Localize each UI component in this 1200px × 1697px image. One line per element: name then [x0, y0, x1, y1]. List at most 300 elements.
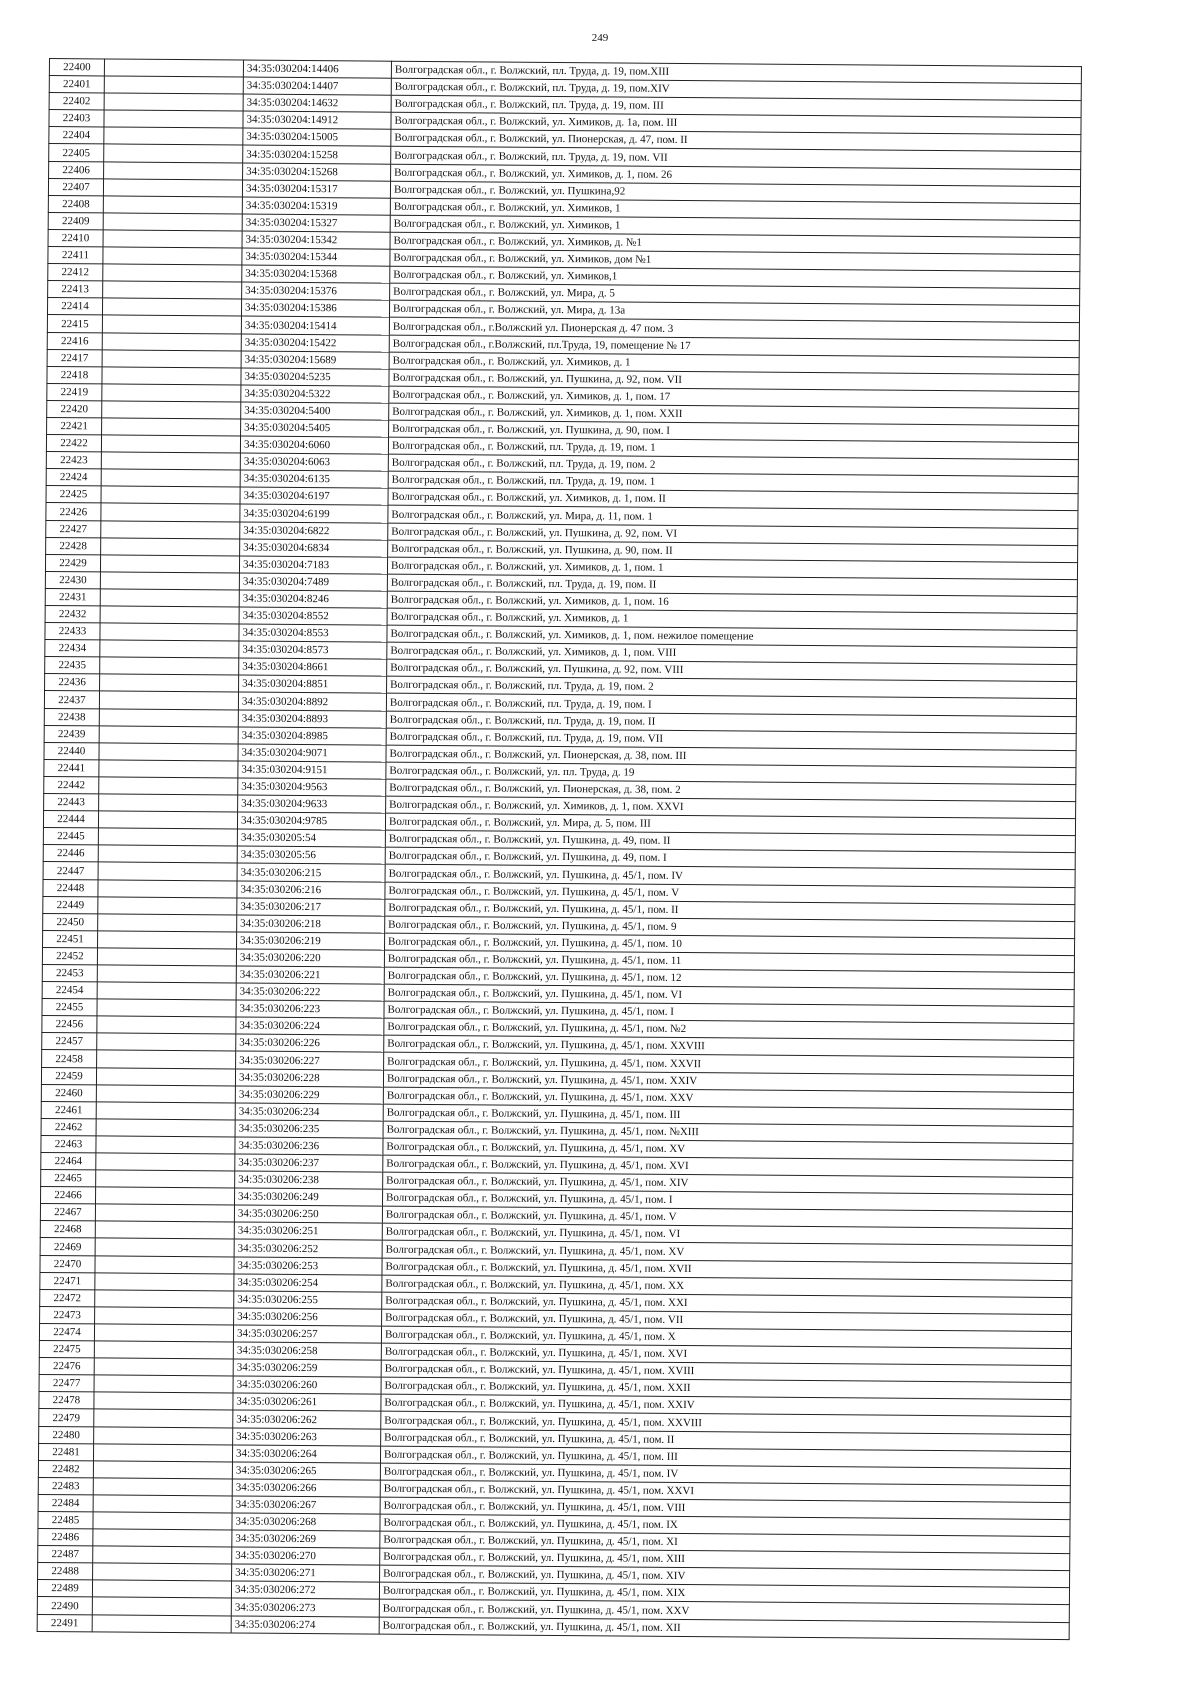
cadastral-number-cell: 34:35:030204:14632 — [243, 94, 391, 112]
cadastral-number-cell: 34:35:030206:221 — [236, 966, 384, 984]
address-cell: Волгоградская обл., г. Волжский, ул. Пионерская, д. 47, пом. II — [391, 130, 1081, 153]
address-cell: Волгоградская обл., г. Волжский, ул. Химиков, д. 1, пом. 26 — [391, 164, 1081, 187]
row-number-cell: 22434 — [45, 640, 100, 658]
address-cell: Волгоградская обл., г. Волжский, ул. Химиков, д. 1, пом. 17 — [389, 386, 1079, 409]
address-cell: Волгоградская обл., г. Волжский, ул. Пушкина, д. 45/1, пом. №2 — [384, 1018, 1074, 1041]
row-number-cell: 22413 — [48, 281, 103, 299]
row-number-cell: 22423 — [46, 452, 101, 470]
row-number-cell: 22446 — [43, 845, 98, 863]
empty-cell — [97, 1033, 236, 1051]
address-cell: Волгоградская обл., г. Волжский, ул. Пушкина, д. 45/1, пом. XI — [380, 1531, 1070, 1554]
address-cell: Волгоградская обл., г. Волжский, ул. Пушкина, д. 45/1, пом. XVI — [383, 1155, 1073, 1178]
cadastral-number-cell: 34:35:030204:8661 — [239, 658, 387, 676]
cadastral-number-cell: 34:35:030206:251 — [234, 1222, 382, 1240]
address-cell: Волгоградская обл., г. Волжский, ул. Пушкина, д. 45/1, пом. 9 — [385, 916, 1075, 939]
row-number-cell: 22460 — [41, 1084, 96, 1102]
address-cell: Волгоградская обл., г. Волжский, ул. Пушкина, д. 45/1, пом. XXV — [383, 1087, 1073, 1110]
address-cell: Волгоградская обл., г. Волжский, ул. Химиков, 1 — [390, 198, 1080, 221]
row-number-cell: 22412 — [48, 264, 103, 282]
empty-cell — [95, 1204, 234, 1222]
cadastral-number-cell: 34:35:030204:8553 — [239, 624, 387, 642]
address-cell: Волгоградская обл., г. Волжский, ул. Пушкина, д. 45/1, пом. XVI — [381, 1343, 1071, 1366]
empty-cell — [104, 93, 243, 111]
empty-cell — [104, 127, 243, 145]
cadastral-number-cell: 34:35:030204:7183 — [239, 556, 387, 574]
row-number-cell: 22426 — [46, 503, 101, 521]
row-number-cell: 22449 — [43, 896, 98, 914]
row-number-cell: 22475 — [39, 1340, 94, 1358]
address-cell: Волгоградская обл., г. Волжский, ул. Пушкина, д. 92, пом. VII — [389, 369, 1079, 392]
row-number-cell: 22419 — [47, 383, 102, 401]
empty-cell — [102, 332, 241, 350]
address-cell: Волгоградская обл., г. Волжский, ул. Пушкина, д. 45/1, пом. 11 — [384, 950, 1074, 973]
address-cell: Волгоградская обл., г. Волжский, ул. Пушкина, д. 45/1, пом. IV — [380, 1463, 1070, 1486]
empty-cell — [95, 1273, 234, 1291]
row-number-cell: 22467 — [40, 1204, 95, 1222]
address-cell: Волгоградская обл., г. Волжский, пл. Труда, д. 19, пом. 2 — [388, 454, 1078, 477]
row-number-cell: 22438 — [44, 708, 99, 726]
address-cell: Волгоградская обл., г. Волжский, ул. Пушкина, д. 45/1, пом. VII — [382, 1309, 1072, 1332]
empty-cell — [92, 1580, 231, 1598]
empty-cell — [101, 520, 240, 538]
empty-cell — [98, 811, 237, 829]
address-cell: Волгоградская обл., г. Волжский, ул. Пушкина, д. 45/1, пом. XXVII — [384, 1053, 1074, 1076]
address-cell: Волгоградская обл., г. Волжский, ул. Пушкина, д. 45/1, пом. XXI — [382, 1292, 1072, 1315]
empty-cell — [97, 1016, 236, 1034]
cadastral-number-cell: 34:35:030206:228 — [235, 1069, 383, 1087]
row-number-cell: 22463 — [41, 1135, 96, 1153]
address-cell: Волгоградская обл., г. Волжский, ул. Пушкина, д. 45/1, пом. XXIV — [381, 1394, 1071, 1417]
row-number-cell: 22473 — [40, 1306, 95, 1324]
address-cell: Волгоградская обл., г. Волжский, пл. Труда, д. 19, пом. VII — [386, 728, 1076, 751]
row-number-cell: 22421 — [47, 417, 102, 435]
empty-cell — [103, 264, 242, 282]
row-number-cell: 22433 — [45, 623, 100, 641]
cadastral-number-cell: 34:35:030206:264 — [232, 1445, 380, 1463]
row-number-cell: 22430 — [45, 571, 100, 589]
cadastral-number-cell: 34:35:030206:254 — [234, 1274, 382, 1292]
property-registry-table — [37, 58, 1082, 1640]
empty-cell — [101, 538, 240, 556]
address-cell: Волгоградская обл., г. Волжский, ул. Пушкина, д. 45/1, пом. XV — [382, 1241, 1072, 1264]
address-cell: Волгоградская обл., г. Волжский, ул. Пушкина, д. 45/1, пом. XXIV — [383, 1070, 1073, 1093]
address-cell: Волгоградская обл., г. Волжский, ул. Пушкина, д. 45/1, пом. I — [384, 1001, 1074, 1024]
row-number-cell: 22465 — [41, 1170, 96, 1188]
cadastral-number-cell: 34:35:030204:15258 — [243, 145, 391, 163]
row-number-cell: 22458 — [42, 1050, 97, 1068]
cadastral-number-cell: 34:35:030206:262 — [233, 1410, 381, 1428]
cadastral-number-cell: 34:35:030204:15368 — [242, 265, 390, 283]
empty-cell — [103, 230, 242, 248]
row-number-cell: 22478 — [39, 1392, 94, 1410]
empty-cell — [99, 726, 238, 744]
cadastral-number-cell: 34:35:030204:15319 — [242, 197, 390, 215]
cadastral-number-cell: 34:35:030206:222 — [236, 983, 384, 1001]
row-number-cell: 22476 — [39, 1358, 94, 1376]
cadastral-number-cell: 34:35:030204:15689 — [241, 351, 389, 369]
row-number-cell: 22422 — [46, 435, 101, 453]
row-number-cell: 22470 — [40, 1255, 95, 1273]
row-number-cell: 22420 — [47, 400, 102, 418]
address-cell: Волгоградская обл., г. Волжский, пл. Труда, д. 19, пом. III — [391, 95, 1081, 118]
address-cell: Волгоградская обл., г. Волжский, ул. Пушкина, д. 45/1, пом. X — [381, 1326, 1071, 1349]
empty-cell — [93, 1495, 232, 1513]
address-cell: Волгоградская обл., г.Волжский ул. Пионерская д. 47 пом. 3 — [389, 318, 1079, 341]
empty-cell — [95, 1307, 234, 1325]
address-cell: Волгоградская обл., г. Волжский, ул. Пушкина, д. 45/1, пом. II — [381, 1429, 1071, 1452]
cadastral-number-cell: 34:35:030204:14407 — [243, 77, 391, 95]
empty-cell — [100, 674, 239, 692]
cadastral-number-cell: 34:35:030206:252 — [234, 1239, 382, 1257]
address-cell: Волгоградская обл., г. Волжский, ул. Пушкина, д. 45/1, пом. IX — [380, 1514, 1070, 1537]
row-number-cell: 22432 — [45, 605, 100, 623]
address-cell: Волгоградская обл., г. Волжский, ул. Мира, д. 11, пом. 1 — [388, 506, 1078, 529]
address-cell: Волгоградская обл., г. Волжский, пл. Труда, д. 19, пом. II — [387, 574, 1077, 597]
empty-cell — [95, 1221, 234, 1239]
address-cell: Волгоградская обл., г. Волжский, ул. Химиков, д. 1, пом. XXVI — [386, 796, 1076, 819]
address-cell: Волгоградская обл., г. Волжский, ул. Пушкина, д. 90, пом. I — [389, 420, 1079, 443]
cadastral-number-cell: 34:35:030206:269 — [232, 1530, 380, 1548]
empty-cell — [102, 418, 241, 436]
cadastral-number-cell: 34:35:030206:224 — [236, 1017, 384, 1035]
address-cell: Волгоградская обл., г. Волжский, пл. Труда, д. 19, пом. II — [386, 711, 1076, 734]
row-number-cell: 22443 — [44, 794, 99, 812]
address-cell: Волгоградская обл., г. Волжский, ул. Пушкина, д. 45/1, пом. XV — [383, 1138, 1073, 1161]
row-number-cell: 22468 — [40, 1221, 95, 1239]
empty-cell — [97, 982, 236, 1000]
empty-cell — [96, 1067, 235, 1085]
empty-cell — [103, 179, 242, 197]
cadastral-number-cell: 34:35:030206:223 — [236, 1000, 384, 1018]
row-number-cell: 22444 — [43, 811, 98, 829]
address-cell: Волгоградская обл., г. Волжский, пл. Труда, д. 19, пом. 2 — [387, 677, 1077, 700]
empty-cell — [98, 931, 237, 949]
cadastral-number-cell: 34:35:030204:6199 — [240, 504, 388, 522]
address-cell: Волгоградская обл., г. Волжский, ул. Пушкина, д. 45/1, пом. XIII — [380, 1548, 1070, 1571]
row-number-cell: 22482 — [38, 1460, 93, 1478]
address-cell: Волгоградская обл., г. Волжский, пл. Труда, д. 19, пом.XIII — [391, 61, 1081, 84]
address-cell: Волгоградская обл., г. Волжский, ул. Химиков, д. 1, пом. II — [388, 489, 1078, 512]
cadastral-number-cell: 34:35:030206:266 — [232, 1479, 380, 1497]
empty-cell — [103, 247, 242, 265]
row-number-cell: 22427 — [46, 520, 101, 538]
cadastral-number-cell: 34:35:030204:15422 — [241, 334, 389, 352]
empty-cell — [104, 76, 243, 94]
cadastral-number-cell: 34:35:030204:5322 — [241, 385, 389, 403]
address-cell: Волгоградская обл., г. Волжский, ул. Химиков, д. 1 — [387, 608, 1077, 631]
row-number-cell: 22441 — [44, 759, 99, 777]
address-cell: Волгоградская обл., г. Волжский, ул. Пушкина, д. 45/1, пом. II — [385, 899, 1075, 922]
cadastral-number-cell: 34:35:030204:6834 — [240, 539, 388, 557]
empty-cell — [102, 384, 241, 402]
page-number: 249 — [591, 32, 609, 44]
cadastral-number-cell: 34:35:030206:227 — [236, 1051, 384, 1069]
address-cell: Волгоградская обл., г. Волжский, ул. Пушкина, д. 45/1, пом. XVII — [382, 1258, 1072, 1281]
address-cell: Волгоградская обл., г. Волжский, ул. Химиков,1 — [390, 266, 1080, 289]
row-number-cell: 22401 — [49, 76, 104, 94]
empty-cell — [95, 1290, 234, 1308]
cadastral-number-cell: 34:35:030204:15327 — [242, 214, 390, 232]
empty-cell — [97, 1050, 236, 1068]
row-number-cell: 22411 — [48, 247, 103, 265]
cadastral-number-cell: 34:35:030206:272 — [231, 1581, 379, 1599]
address-cell: Волгоградская обл., г. Волжский, ул. Пушкина, д. 45/1, пом. 10 — [385, 933, 1075, 956]
empty-cell — [94, 1375, 233, 1393]
empty-cell — [101, 452, 240, 470]
empty-cell — [101, 486, 240, 504]
address-cell: Волгоградская обл., г. Волжский, ул. Пушкина, д. 45/1, пом. V — [382, 1206, 1072, 1229]
row-number-cell: 22484 — [38, 1494, 93, 1512]
address-cell: Волгоградская обл., г. Волжский, ул. Мира, д. 5 — [390, 283, 1080, 306]
row-number-cell: 22456 — [42, 1016, 97, 1034]
address-cell: Волгоградская обл., г. Волжский, ул. Пушкина, д. 45/1, пом. XXVIII — [381, 1412, 1071, 1435]
cadastral-number-cell: 34:35:030206:226 — [236, 1034, 384, 1052]
address-cell: Волгоградская обл., г. Волжский, ул. Пушкина, д. 92, пом. VIII — [387, 659, 1077, 682]
empty-cell — [101, 435, 240, 453]
empty-cell — [99, 743, 238, 761]
row-number-cell: 22466 — [41, 1187, 96, 1205]
address-cell: Волгоградская обл., г.Волжский, пл.Труда, 19, помещение № 17 — [389, 335, 1079, 358]
cadastral-number-cell: 34:35:030206:258 — [233, 1342, 381, 1360]
empty-cell — [95, 1255, 234, 1273]
row-number-cell: 22437 — [44, 691, 99, 709]
address-cell: Волгоградская обл., г. Волжский, ул. Пушкина, д. 45/1, пом. III — [380, 1446, 1070, 1469]
row-number-cell: 22486 — [38, 1529, 93, 1547]
empty-cell — [94, 1426, 233, 1444]
row-number-cell: 22472 — [40, 1289, 95, 1307]
address-cell: Волгоградская обл., г. Волжский, ул. Пушкина, д. 45/1, пом. VIII — [380, 1497, 1070, 1520]
empty-cell — [100, 555, 239, 573]
address-cell: Волгоградская обл., г. Волжский, ул. пл. Труда, д. 19 — [386, 762, 1076, 785]
cadastral-number-cell: 34:35:030204:7489 — [239, 573, 387, 591]
empty-cell — [104, 144, 243, 162]
empty-cell — [96, 1136, 235, 1154]
cadastral-number-cell: 34:35:030204:14912 — [243, 111, 391, 129]
empty-cell — [95, 1238, 234, 1256]
address-cell: Волгоградская обл., г. Волжский, ул. Пушкина, д. 45/1, пом. XIV — [383, 1172, 1073, 1195]
row-number-cell: 22435 — [45, 657, 100, 675]
empty-cell — [102, 367, 241, 385]
address-cell: Волгоградская обл., г. Волжский, ул. Химиков, дом №1 — [390, 249, 1080, 272]
empty-cell — [102, 298, 241, 316]
empty-cell — [99, 760, 238, 778]
row-number-cell: 22480 — [39, 1426, 94, 1444]
empty-cell — [97, 948, 236, 966]
address-cell: Волгоградская обл., г. Волжский, ул. Пушкина, д. 45/1, пом. XIX — [379, 1582, 1069, 1605]
row-number-cell: 22415 — [47, 315, 102, 333]
cadastral-number-cell: 34:35:030204:15268 — [243, 163, 391, 181]
cadastral-number-cell: 34:35:030204:8246 — [239, 590, 387, 608]
row-number-cell: 22471 — [40, 1272, 95, 1290]
empty-cell — [96, 1170, 235, 1188]
cadastral-number-cell: 34:35:030206:220 — [236, 949, 384, 967]
empty-cell — [94, 1341, 233, 1359]
empty-cell — [93, 1546, 232, 1564]
address-cell: Волгоградская обл., г. Волжский, ул. Пушкина, д. 92, пом. VI — [388, 523, 1078, 546]
empty-cell — [101, 503, 240, 521]
empty-cell — [104, 59, 243, 77]
cadastral-number-cell: 34:35:030206:236 — [235, 1137, 383, 1155]
address-cell: Волгоградская обл., г. Волжский, ул. Химиков, д. 1 — [389, 352, 1079, 375]
address-cell: Волгоградская обл., г. Волжский, ул. Пушкина, д. 45/1, пом. 12 — [384, 967, 1074, 990]
row-number-cell: 22453 — [42, 964, 97, 982]
cadastral-number-cell: 34:35:030204:15342 — [242, 231, 390, 249]
address-cell: Волгоградская обл., г. Волжский, ул. Пушкина, д. 90, пом. II — [388, 540, 1078, 563]
cadastral-number-cell: 34:35:030204:5235 — [241, 368, 389, 386]
empty-cell — [102, 350, 241, 368]
cadastral-number-cell: 34:35:030206:271 — [232, 1564, 380, 1582]
cadastral-number-cell: 34:35:030204:15317 — [242, 180, 390, 198]
cadastral-number-cell: 34:35:030204:5405 — [241, 419, 389, 437]
row-number-cell: 22442 — [44, 776, 99, 794]
row-number-cell: 22406 — [49, 161, 104, 179]
cadastral-number-cell: 34:35:030206:219 — [237, 932, 385, 950]
address-cell: Волгоградская обл., г. Волжский, ул. Мира, д. 13а — [389, 300, 1079, 323]
empty-cell — [93, 1563, 232, 1581]
row-number-cell: 22462 — [41, 1118, 96, 1136]
row-number-cell: 22477 — [39, 1375, 94, 1393]
row-number-cell: 22448 — [43, 879, 98, 897]
address-cell: Волгоградская обл., г. Волжский, ул. Химиков, д. 1а, пом. III — [391, 112, 1081, 135]
cadastral-number-cell: 34:35:030204:9151 — [238, 761, 386, 779]
row-number-cell: 22425 — [46, 486, 101, 504]
cadastral-number-cell: 34:35:030204:15414 — [241, 316, 389, 334]
address-cell: Волгоградская обл., г. Волжский, ул. Пушкина, д. 45/1, пом. VI — [384, 984, 1074, 1007]
cadastral-number-cell: 34:35:030206:237 — [235, 1154, 383, 1172]
empty-cell — [93, 1461, 232, 1479]
row-number-cell: 22404 — [49, 127, 104, 145]
row-number-cell: 22400 — [49, 59, 104, 77]
row-number-cell: 22439 — [44, 725, 99, 743]
cadastral-number-cell: 34:35:030206:238 — [235, 1171, 383, 1189]
address-cell: Волгоградская обл., г. Волжский, ул. Мира, д. 5, пом. III — [385, 813, 1075, 836]
empty-cell — [98, 845, 237, 863]
empty-cell — [98, 879, 237, 897]
row-number-cell: 22489 — [37, 1580, 92, 1598]
row-number-cell: 22418 — [47, 366, 102, 384]
empty-cell — [95, 1187, 234, 1205]
empty-cell — [103, 196, 242, 214]
empty-cell — [102, 315, 241, 333]
cadastral-number-cell: 34:35:030204:8985 — [238, 727, 386, 745]
cadastral-number-cell: 34:35:030206:267 — [232, 1496, 380, 1514]
cadastral-number-cell: 34:35:030204:8851 — [239, 675, 387, 693]
empty-cell — [92, 1597, 231, 1615]
cadastral-number-cell: 34:35:030204:14406 — [243, 60, 391, 78]
row-number-cell: 22464 — [41, 1152, 96, 1170]
empty-cell — [100, 640, 239, 658]
cadastral-number-cell: 34:35:030204:8552 — [239, 607, 387, 625]
cadastral-number-cell: 34:35:030206:274 — [231, 1616, 379, 1634]
cadastral-number-cell: 34:35:030206:260 — [233, 1376, 381, 1394]
cadastral-number-cell: 34:35:030204:6135 — [240, 470, 388, 488]
row-number-cell: 22450 — [43, 913, 98, 931]
empty-cell — [96, 1153, 235, 1171]
empty-cell — [99, 691, 238, 709]
empty-cell — [94, 1392, 233, 1410]
row-number-cell: 22485 — [38, 1511, 93, 1529]
empty-cell — [97, 999, 236, 1017]
empty-cell — [98, 914, 237, 932]
cadastral-number-cell: 34:35:030205:56 — [237, 846, 385, 864]
address-cell: Волгоградская обл., г. Волжский, ул. Пушкина, д. 45/1, пом. V — [385, 882, 1075, 905]
empty-cell — [93, 1443, 232, 1461]
cadastral-number-cell: 34:35:030204:8892 — [238, 692, 386, 710]
row-number-cell: 22417 — [47, 349, 102, 367]
cadastral-number-cell: 34:35:030206:263 — [233, 1427, 381, 1445]
address-cell: Волгоградская обл., г. Волжский, ул. Пушкина, д. 45/1, пом. №XIII — [383, 1121, 1073, 1144]
cadastral-number-cell: 34:35:030204:8573 — [239, 641, 387, 659]
address-cell: Волгоградская обл., г. Волжский, ул. Пушкина, д. 45/1, пом. XII — [379, 1617, 1069, 1640]
address-cell: Волгоградская обл., г. Волжский, ул. Химиков, д. 1, пом. нежилое помещение — [387, 625, 1077, 648]
cadastral-number-cell: 34:35:030204:15005 — [243, 128, 391, 146]
empty-cell — [96, 1085, 235, 1103]
cadastral-number-cell: 34:35:030206:235 — [235, 1120, 383, 1138]
empty-cell — [97, 965, 236, 983]
address-cell: Волгоградская обл., г. Волжский, пл. Труда, д. 19, пом.XIV — [391, 78, 1081, 101]
cadastral-number-cell: 34:35:030206:257 — [233, 1325, 381, 1343]
empty-cell — [98, 828, 237, 846]
cadastral-number-cell: 34:35:030204:6063 — [240, 453, 388, 471]
row-number-cell: 22428 — [46, 537, 101, 555]
address-cell: Волгоградская обл., г. Волжский, ул. Пушкина, д. 49, пом. II — [385, 830, 1075, 853]
empty-cell — [94, 1409, 233, 1427]
address-cell: Волгоградская обл., г. Волжский, ул. Пушкина, д. 45/1, пом. VI — [382, 1224, 1072, 1247]
address-cell: Волгоградская обл., г. Волжский, ул. Пушкина, д. 45/1, пом. XX — [382, 1275, 1072, 1298]
empty-cell — [93, 1529, 232, 1547]
registry-body — [37, 59, 1081, 1640]
address-cell: Волгоградская обл., г. Волжский, ул. Пушкина, д. 45/1, пом. XVIII — [381, 1360, 1071, 1383]
row-number-cell: 22483 — [38, 1477, 93, 1495]
address-cell: Волгоградская обл., г. Волжский, пл. Труда, д. 19, пом. I — [386, 694, 1076, 717]
cadastral-number-cell: 34:35:030204:15376 — [242, 282, 390, 300]
cadastral-number-cell: 34:35:030206:273 — [231, 1598, 379, 1616]
row-number-cell: 22451 — [43, 930, 98, 948]
row-number-cell: 22424 — [46, 469, 101, 487]
row-number-cell: 22436 — [45, 674, 100, 692]
address-cell: Волгоградская обл., г. Волжский, ул. Пушкина, д. 49, пом. I — [385, 847, 1075, 870]
row-number-cell: 22429 — [45, 554, 100, 572]
cadastral-number-cell: 34:35:030204:15344 — [242, 248, 390, 266]
cadastral-number-cell: 34:35:030206:234 — [235, 1103, 383, 1121]
empty-cell — [92, 1614, 231, 1632]
address-cell: Волгоградская обл., г. Волжский, ул. Химиков, д. №1 — [390, 232, 1080, 255]
cadastral-number-cell: 34:35:030204:15386 — [241, 299, 389, 317]
empty-cell — [103, 213, 242, 231]
row-number-cell: 22459 — [41, 1067, 96, 1085]
address-cell: Волгоградская обл., г. Волжский, ул. Пушкина, д. 45/1, пом. XXII — [381, 1377, 1071, 1400]
empty-cell — [100, 572, 239, 590]
empty-cell — [102, 401, 241, 419]
address-cell: Волгоградская обл., г. Волжский, ул. Пушкина, д. 45/1, пом. III — [383, 1104, 1073, 1127]
row-number-cell: 22409 — [48, 212, 103, 230]
address-cell: Волгоградская обл., г. Волжский, ул. Пушкина, д. 45/1, пом. XXVI — [380, 1480, 1070, 1503]
row-number-cell: 22440 — [44, 742, 99, 760]
address-cell: Волгоградская обл., г. Волжский, ул. Химиков, д. 1, пом. XXII — [389, 403, 1079, 426]
empty-cell — [99, 777, 238, 795]
address-cell: Волгоградская обл., г. Волжский, ул. Химиков, д. 1, пом. VIII — [387, 642, 1077, 665]
empty-cell — [99, 708, 238, 726]
cadastral-number-cell: 34:35:030206:215 — [237, 863, 385, 881]
row-number-cell: 22431 — [45, 588, 100, 606]
cadastral-number-cell: 34:35:030206:217 — [237, 898, 385, 916]
row-number-cell: 22457 — [42, 1033, 97, 1051]
address-cell: Волгоградская обл., г. Волжский, пл. Труда, д. 19, пом. 1 — [388, 471, 1078, 494]
address-cell: Волгоградская обл., г. Волжский, пл. Труда, д. 19, пом. 1 — [388, 437, 1078, 460]
empty-cell — [93, 1478, 232, 1496]
empty-cell — [104, 110, 243, 128]
row-number-cell: 22410 — [48, 229, 103, 247]
